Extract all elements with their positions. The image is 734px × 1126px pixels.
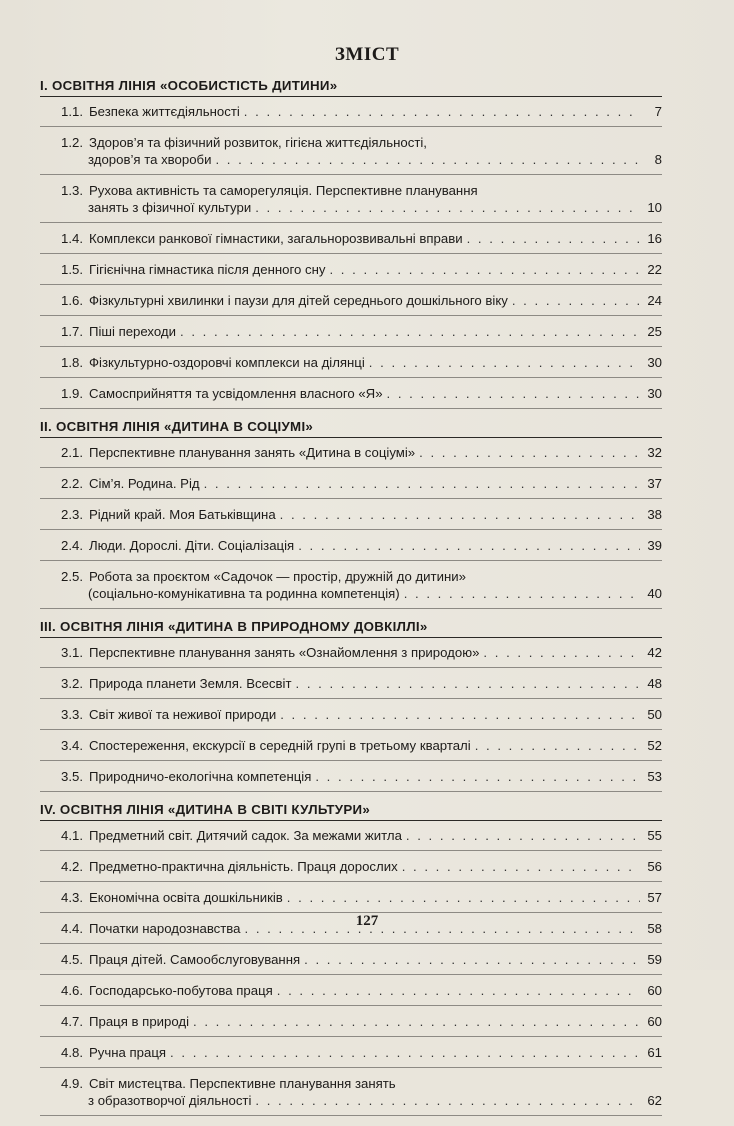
toc-entry: [40, 323, 662, 347]
entry-line: [61, 323, 662, 340]
entry-page: 32: [647, 445, 662, 460]
entry-number: 3.1.: [61, 645, 83, 660]
entry-title: Ручна праця: [89, 1045, 167, 1060]
toc-entry: [40, 103, 662, 127]
entry-page: 30: [647, 386, 662, 401]
dot-leader: [287, 889, 640, 906]
dot-leader: [402, 858, 640, 875]
entry-line: [61, 644, 662, 661]
entry-page: 60: [647, 983, 662, 998]
entry-page: 57: [647, 890, 662, 905]
dot-leader: [369, 354, 640, 371]
entry-line: [61, 134, 662, 151]
entry-number: 4.4.: [61, 921, 83, 936]
dot-leader: [406, 827, 640, 844]
entry-number: 4.7.: [61, 1014, 83, 1029]
entry-title: Початки народознавства: [89, 921, 241, 936]
entry-number: 1.1.: [61, 104, 83, 119]
entry-number: 1.7.: [61, 324, 83, 339]
entry-title: Комплекси ранкової гімнастики, загальнорозвивальні вправи: [89, 231, 463, 246]
entry-title: з образотворчої діяльності: [88, 1093, 252, 1108]
entry-number: 2.2.: [61, 476, 83, 491]
entry-number: 1.5.: [61, 262, 83, 277]
entry-line: [61, 706, 662, 723]
dot-leader: [296, 675, 641, 692]
toc-entry: [40, 644, 662, 668]
entry-line: [61, 537, 662, 554]
entry-title: Фізкультурні хвилинки і паузи для дітей середнього дошкільного віку: [89, 293, 508, 308]
entry-page: 59: [647, 952, 662, 967]
entry-line: [61, 444, 662, 461]
entry-line: [61, 292, 662, 309]
entry-line: [61, 151, 662, 168]
entry-title: (соціально-комунікативна та родинна компетенція): [88, 586, 400, 601]
toc-section: [40, 619, 662, 792]
entry-page: 16: [647, 231, 662, 246]
dot-leader: [193, 1013, 640, 1030]
entry-number: 3.5.: [61, 769, 83, 784]
toc-entry: [40, 568, 662, 609]
entry-title: Предметно-практична діяльність. Праця дорослих: [89, 859, 398, 874]
entry-title: Рухова активність та саморегуляція. Перспективне планування: [89, 183, 478, 198]
entry-line: [61, 858, 662, 875]
dot-leader: [483, 644, 640, 661]
entry-title: Природничо-екологічна компетенція: [89, 769, 312, 784]
entry-line: [61, 827, 662, 844]
toc-entry: [40, 1044, 662, 1068]
entry-number: 2.3.: [61, 507, 83, 522]
dot-leader: [277, 982, 640, 999]
entry-number: 3.3.: [61, 707, 83, 722]
entry-page: 24: [647, 293, 662, 308]
entry-line: [61, 1044, 662, 1061]
entry-page: 37: [647, 476, 662, 491]
entry-title: Піші переходи: [89, 324, 176, 339]
entry-number: 4.5.: [61, 952, 83, 967]
toc-entry: [40, 706, 662, 730]
entry-line: [61, 585, 662, 602]
entry-number: 1.3.: [61, 183, 83, 198]
entry-page: 60: [647, 1014, 662, 1029]
dot-leader: [255, 199, 640, 216]
table-of-contents: [40, 78, 662, 1126]
entry-line: [61, 182, 662, 199]
toc-entry: [40, 506, 662, 530]
toc-entry: [40, 675, 662, 699]
entry-page: 53: [647, 769, 662, 784]
dot-leader: [467, 230, 640, 247]
entry-page: 50: [647, 707, 662, 722]
dot-leader: [298, 537, 640, 554]
entry-title: Праця в природі: [89, 1014, 190, 1029]
entry-page: 39: [647, 538, 662, 553]
entry-title: Світ живої та неживої природи: [89, 707, 277, 722]
section-heading: II. ОСВІТНЯ ЛІНІЯ «ДИТИНА В СОЦІУМІ»: [40, 419, 662, 438]
entry-number: 3.2.: [61, 676, 83, 691]
toc-entry: [40, 134, 662, 175]
entry-page: 61: [647, 1045, 662, 1060]
dot-leader: [244, 103, 640, 120]
entry-page: 30: [647, 355, 662, 370]
toc-entry: [40, 982, 662, 1006]
dot-leader: [304, 951, 640, 968]
section-heading: III. ОСВІТНЯ ЛІНІЯ «ДИТИНА В ПРИРОДНОМУ ДОВКІЛЛІ»: [40, 619, 662, 638]
dot-leader: [280, 506, 640, 523]
dot-leader: [204, 475, 640, 492]
entry-page: 40: [647, 586, 662, 601]
entry-page: 22: [647, 262, 662, 277]
entry-title: Самосприйняття та усвідомлення власного «Я»: [89, 386, 383, 401]
entry-page: 55: [647, 828, 662, 843]
toc-entry: [40, 827, 662, 851]
section-heading: I. ОСВІТНЯ ЛІНІЯ «ОСОБИСТІСТЬ ДИТИНИ»: [40, 78, 662, 97]
toc-entry: [40, 1013, 662, 1037]
toc-entry: [40, 182, 662, 223]
entry-title: Природа планети Земля. Всесвіт: [89, 676, 292, 691]
entry-page: 52: [647, 738, 662, 753]
entry-line: [61, 1013, 662, 1030]
entry-title: Господарсько-побутова праця: [89, 983, 273, 998]
entry-number: 4.3.: [61, 890, 83, 905]
toc-entry: [40, 292, 662, 316]
entry-number: 2.5.: [61, 569, 83, 584]
toc-entry: [40, 444, 662, 468]
entry-line: [61, 982, 662, 999]
entry-title: Фізкультурно-оздоровчі комплекси на ділянці: [89, 355, 365, 370]
toc-entry: [40, 261, 662, 285]
toc-section: [40, 419, 662, 609]
toc-entry: [40, 230, 662, 254]
entry-number: 2.4.: [61, 538, 83, 553]
entry-line: [61, 1075, 662, 1092]
entry-number: 1.8.: [61, 355, 83, 370]
dot-leader: [255, 1092, 640, 1109]
page-number: 127: [355, 913, 379, 929]
toc-entry: [40, 858, 662, 882]
entry-line: [61, 261, 662, 278]
toc-section: [40, 802, 662, 1116]
toc-entry: [40, 951, 662, 975]
dot-leader: [419, 444, 640, 461]
entry-line: [61, 951, 662, 968]
toc-entry: [40, 768, 662, 792]
page-title: ЗМІСТ: [334, 44, 400, 65]
toc-section: [40, 78, 662, 409]
entry-title: Економічна освіта дошкільників: [89, 890, 283, 905]
dot-leader: [387, 385, 640, 402]
dot-leader: [512, 292, 640, 309]
entry-number: 1.6.: [61, 293, 83, 308]
entry-line: [61, 385, 662, 402]
entry-number: 4.2.: [61, 859, 83, 874]
entry-title: Світ мистецтва. Перспективне планування занять: [89, 1076, 396, 1091]
entry-line: [61, 475, 662, 492]
entry-title: Рідний край. Моя Батьківщина: [89, 507, 276, 522]
entry-title: Предметний світ. Дитячий садок. За межами житла: [89, 828, 402, 843]
entry-title: Праця дітей. Самообслуговування: [89, 952, 301, 967]
entry-line: [61, 506, 662, 523]
entry-line: [61, 889, 662, 906]
toc-entry: [40, 475, 662, 499]
entry-number: 1.2.: [61, 135, 83, 150]
entry-page: 8: [654, 152, 662, 167]
entry-title: Гігієнічна гімнастика після денного сну: [89, 262, 326, 277]
entry-page: 62: [647, 1093, 662, 1108]
entry-line: [61, 737, 662, 754]
entry-title: Перспективне планування занять «Дитина в соціумі»: [89, 445, 416, 460]
dot-leader: [215, 151, 640, 168]
entry-number: 4.6.: [61, 983, 83, 998]
entry-line: [61, 768, 662, 785]
entry-page: 7: [654, 104, 662, 119]
entry-page: 38: [647, 507, 662, 522]
dot-leader: [404, 585, 640, 602]
toc-entry: [40, 889, 662, 913]
entry-title: Сім’я. Родина. Рід: [89, 476, 200, 491]
entry-page: 56: [647, 859, 662, 874]
entry-page: 58: [647, 921, 662, 936]
dot-leader: [475, 737, 640, 754]
entry-number: 4.1.: [61, 828, 83, 843]
dot-leader: [329, 261, 640, 278]
entry-title: Люди. Дорослі. Діти. Соціалізація: [89, 538, 295, 553]
entry-title: занять з фізичної культури: [88, 200, 252, 215]
entry-number: 1.9.: [61, 386, 83, 401]
entry-title: здоров’я та хвороби: [88, 152, 212, 167]
entry-page: 25: [647, 324, 662, 339]
entry-line: [61, 568, 662, 585]
entry-number: 4.8.: [61, 1045, 83, 1060]
entry-title: Перспективне планування занять «Ознайомлення з природою»: [89, 645, 480, 660]
toc-entry: [40, 737, 662, 761]
entry-line: [61, 675, 662, 692]
entry-number: 1.4.: [61, 231, 83, 246]
entry-page: 10: [647, 200, 662, 215]
dot-leader: [170, 1044, 640, 1061]
toc-entry: [40, 1075, 662, 1116]
entry-line: [61, 199, 662, 216]
toc-entry: [40, 354, 662, 378]
dot-leader: [280, 706, 640, 723]
entry-number: 2.1.: [61, 445, 83, 460]
entry-line: [61, 1092, 662, 1109]
entry-title: Безпека життєдіяльності: [89, 104, 240, 119]
entry-page: 42: [647, 645, 662, 660]
toc-entry: [40, 537, 662, 561]
entry-number: 4.9.: [61, 1076, 83, 1091]
entry-number: 3.4.: [61, 738, 83, 753]
entry-line: [61, 103, 662, 120]
entry-line: [61, 230, 662, 247]
dot-leader: [315, 768, 640, 785]
section-heading: IV. ОСВІТНЯ ЛІНІЯ «ДИТИНА В СВІТІ КУЛЬТУРИ»: [40, 802, 662, 821]
dot-leader: [180, 323, 640, 340]
entry-title: Робота за проєктом «Садочок — простір, дружній до дитини»: [89, 569, 466, 584]
toc-entry: [40, 385, 662, 409]
entry-line: [61, 354, 662, 371]
entry-title: Спостереження, екскурсії в середній групі в третьому кварталі: [89, 738, 471, 753]
entry-page: 48: [647, 676, 662, 691]
entry-title: Здоров’я та фізичний розвиток, гігієна життєдіяльності,: [89, 135, 427, 150]
